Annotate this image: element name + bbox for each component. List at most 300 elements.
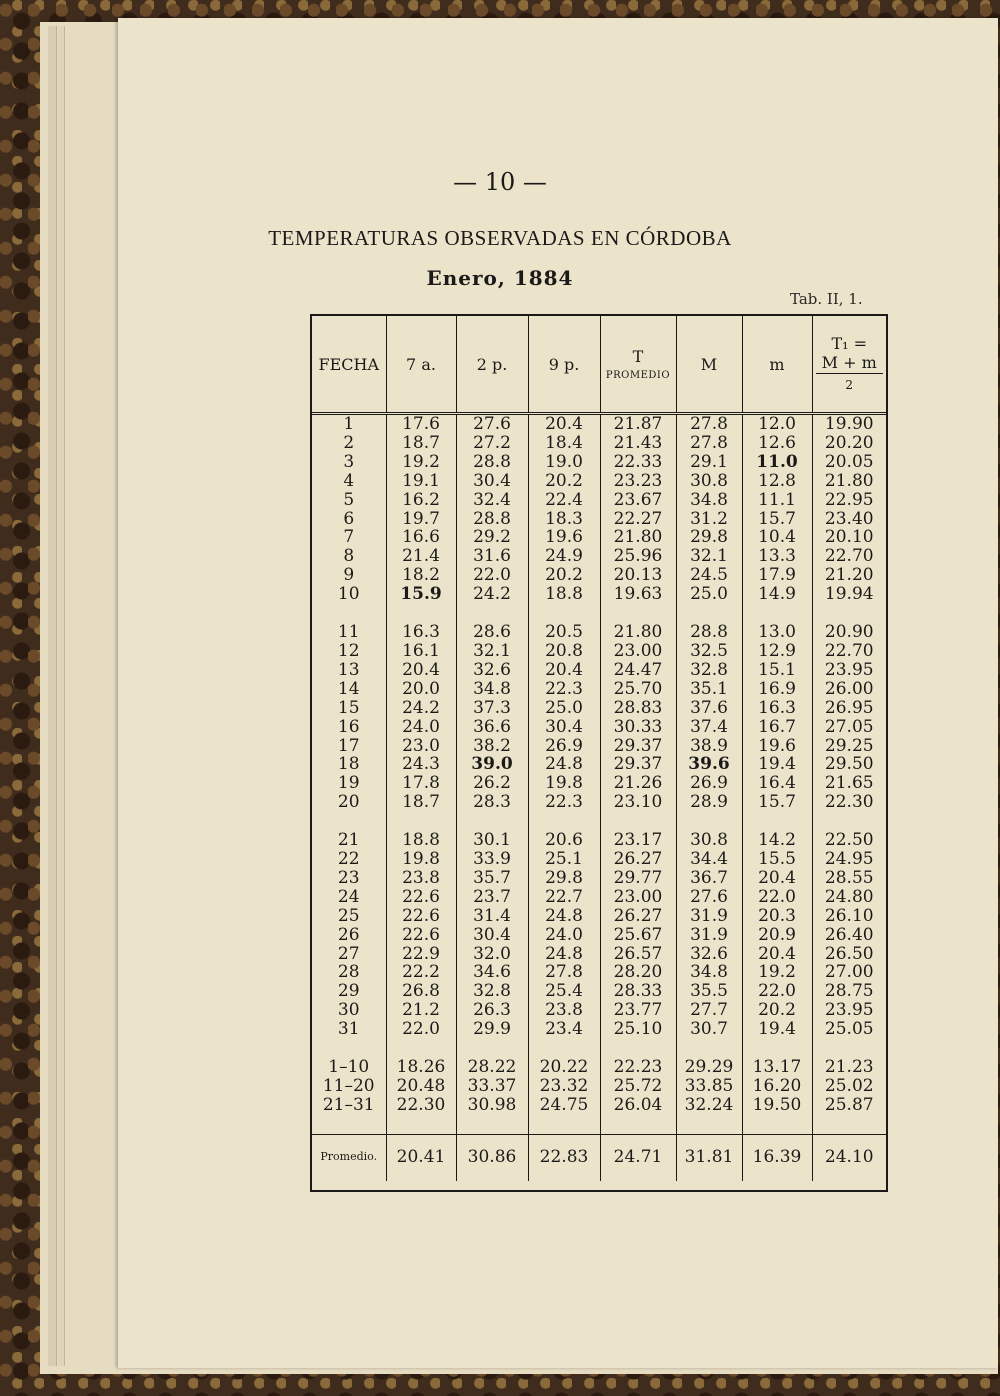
cell-max: 29.29	[676, 1058, 742, 1077]
cell-min: 12.9	[742, 642, 812, 661]
promedio-max: 31.81	[676, 1134, 742, 1181]
cell-min: 13.0	[742, 623, 812, 642]
cell-max: 27.8	[676, 414, 742, 434]
cell-t1: 28.55	[812, 869, 886, 888]
header-t1: T₁ =	[831, 334, 868, 353]
spacer-row	[312, 604, 886, 623]
cell-t-promedio: 30.33	[600, 718, 676, 737]
cell-9p: 23.32	[528, 1077, 600, 1096]
cell-t-promedio: 29.37	[600, 737, 676, 756]
cell-min: 19.4	[742, 755, 812, 774]
cell-9p: 27.8	[528, 963, 600, 982]
spacer-cell	[812, 812, 886, 831]
cell-min: 11.0	[742, 453, 812, 472]
table-row	[312, 737, 886, 756]
cell-9p: 20.4	[528, 414, 600, 434]
cell-2p: 39.0	[456, 755, 528, 774]
cell-max: 29.8	[676, 528, 742, 547]
table-row	[312, 755, 886, 774]
cell-2p: 26.2	[456, 774, 528, 793]
cell-7a: 18.26	[386, 1058, 456, 1077]
header-max: M	[676, 316, 742, 414]
cell-t-promedio: 22.27	[600, 510, 676, 529]
spacer-cell	[742, 604, 812, 623]
cell-max: 25.0	[676, 585, 742, 604]
spacer-cell	[600, 1039, 676, 1058]
cell-max: 29.1	[676, 453, 742, 472]
promedio-min: 16.39	[742, 1134, 812, 1181]
spacer-cell	[676, 604, 742, 623]
cell-fecha: 19	[337, 773, 360, 794]
spacer-cell	[812, 1039, 886, 1058]
cell-fecha: 18	[337, 754, 360, 775]
cell-9p: 24.75	[528, 1096, 600, 1115]
cell-7a: 17.8	[386, 774, 456, 793]
cell-2p: 28.8	[456, 510, 528, 529]
cell-max: 34.4	[676, 850, 742, 869]
cell-t1: 20.05	[812, 453, 886, 472]
cell-7a: 22.2	[386, 963, 456, 982]
cell-9p: 18.8	[528, 585, 600, 604]
spacer-row	[312, 1039, 886, 1058]
cell-min: 12.8	[742, 472, 812, 491]
table-row	[312, 414, 886, 434]
cell-2p: 33.9	[456, 850, 528, 869]
cell-t1: 22.50	[812, 831, 886, 850]
cell-7a: 19.1	[386, 472, 456, 491]
table-row	[312, 699, 886, 718]
cell-max: 27.7	[676, 1001, 742, 1020]
cell-9p: 20.8	[528, 642, 600, 661]
table-row	[312, 453, 886, 472]
table-row	[312, 661, 886, 680]
cell-min: 19.50	[742, 1096, 812, 1115]
cell-2p: 31.4	[456, 907, 528, 926]
cell-t1: 21.65	[812, 774, 886, 793]
cell-fecha: 8	[343, 546, 355, 567]
cell-fecha: 27	[337, 943, 360, 964]
formula-fraction	[816, 353, 883, 394]
cell-t1: 21.80	[812, 472, 886, 491]
cell-9p: 20.4	[528, 661, 600, 680]
cell-2p: 32.8	[456, 982, 528, 1001]
cell-t1: 21.20	[812, 566, 886, 585]
table-row	[312, 907, 886, 926]
table-row	[312, 585, 886, 604]
spacer-cell	[386, 604, 456, 623]
spacer-cell	[456, 604, 528, 623]
cell-9p: 22.7	[528, 888, 600, 907]
spacer-cell	[386, 1115, 456, 1135]
cell-max: 32.5	[676, 642, 742, 661]
cell-2p: 32.1	[456, 642, 528, 661]
cell-t1: 27.05	[812, 718, 886, 737]
table-row	[312, 926, 886, 945]
cell-t1: 27.00	[812, 963, 886, 982]
cell-7a: 16.1	[386, 642, 456, 661]
cell-max: 39.6	[676, 755, 742, 774]
cell-max: 37.6	[676, 699, 742, 718]
cell-min: 22.0	[742, 982, 812, 1001]
spacer-cell	[812, 604, 886, 623]
spacer-cell	[386, 1039, 456, 1058]
promedio-2p: 30.86	[456, 1134, 528, 1181]
cell-t-promedio: 26.27	[600, 850, 676, 869]
promedio-9p: 22.83	[528, 1134, 600, 1181]
cell-max: 33.85	[676, 1077, 742, 1096]
table-row	[312, 566, 886, 585]
cell-max: 32.6	[676, 945, 742, 964]
spacer-cell	[742, 1115, 812, 1135]
cell-7a: 18.7	[386, 793, 456, 812]
cell-fecha: 1	[343, 414, 355, 434]
cell-2p: 32.4	[456, 491, 528, 510]
temperature-table	[312, 316, 886, 1181]
cell-max: 31.9	[676, 907, 742, 926]
header-t1-formula	[812, 316, 886, 414]
cell-2p: 33.37	[456, 1077, 528, 1096]
temperature-table-frame	[310, 314, 888, 1192]
cell-9p: 20.2	[528, 472, 600, 491]
cell-7a: 16.2	[386, 491, 456, 510]
table-row	[312, 623, 886, 642]
cell-max: 32.1	[676, 547, 742, 566]
cell-fecha: 25	[337, 905, 360, 926]
table-body	[312, 414, 886, 1181]
cell-2p: 36.6	[456, 718, 528, 737]
cell-max: 38.9	[676, 737, 742, 756]
promedio-t-promedio: 24.71	[600, 1134, 676, 1181]
cell-min: 20.4	[742, 945, 812, 964]
cell-min: 20.9	[742, 926, 812, 945]
cell-2p: 38.2	[456, 737, 528, 756]
spacer-cell	[312, 1115, 386, 1135]
cell-t-promedio: 22.33	[600, 453, 676, 472]
spacer-cell	[676, 812, 742, 831]
cell-7a: 20.4	[386, 661, 456, 680]
cell-7a: 19.8	[386, 850, 456, 869]
cell-min: 19.2	[742, 963, 812, 982]
cell-min: 15.1	[742, 661, 812, 680]
cell-max: 27.8	[676, 434, 742, 453]
cell-t-promedio: 25.70	[600, 680, 676, 699]
spacer-cell	[600, 812, 676, 831]
cell-2p: 30.4	[456, 926, 528, 945]
cell-max: 30.8	[676, 831, 742, 850]
cell-max: 28.9	[676, 793, 742, 812]
cell-t-promedio: 23.67	[600, 491, 676, 510]
cell-fecha: 4	[343, 470, 355, 491]
table-row	[312, 888, 886, 907]
table-row	[312, 793, 886, 812]
cell-t-promedio: 23.00	[600, 642, 676, 661]
cell-t1: 21.23	[812, 1058, 886, 1077]
table-row	[312, 963, 886, 982]
cell-2p: 28.22	[456, 1058, 528, 1077]
cell-t1: 23.40	[812, 510, 886, 529]
cell-9p: 19.6	[528, 528, 600, 547]
cell-max: 31.9	[676, 926, 742, 945]
cell-7a: 22.30	[386, 1096, 456, 1115]
promedio-row	[312, 1134, 886, 1181]
cell-fecha: 21	[337, 830, 360, 851]
spacer-cell	[676, 1115, 742, 1135]
spacer-cell	[528, 1115, 600, 1135]
cell-min: 14.2	[742, 831, 812, 850]
header-min: m	[742, 316, 812, 414]
cell-9p: 18.3	[528, 510, 600, 529]
cell-t-promedio: 26.27	[600, 907, 676, 926]
cell-min: 10.4	[742, 528, 812, 547]
cell-t1: 25.87	[812, 1096, 886, 1115]
cell-min: 12.0	[742, 414, 812, 434]
table-row	[312, 680, 886, 699]
table-row	[312, 434, 886, 453]
cell-max: 30.8	[676, 472, 742, 491]
cell-2p: 34.8	[456, 680, 528, 699]
cell-fecha: 7	[343, 527, 355, 548]
spacer-row	[312, 812, 886, 831]
cell-2p: 32.0	[456, 945, 528, 964]
cell-7a: 16.6	[386, 528, 456, 547]
cell-2p: 23.7	[456, 888, 528, 907]
spacer-cell	[386, 812, 456, 831]
cell-t-promedio: 20.13	[600, 566, 676, 585]
cell-7a: 21.4	[386, 547, 456, 566]
cell-fecha: 24	[337, 886, 360, 907]
cell-fecha: 30	[337, 1000, 360, 1021]
cell-7a: 18.2	[386, 566, 456, 585]
cell-max: 30.7	[676, 1020, 742, 1039]
cell-2p: 22.0	[456, 566, 528, 585]
cell-7a: 20.48	[386, 1077, 456, 1096]
cell-fecha: 31	[337, 1019, 360, 1040]
cell-9p: 20.2	[528, 566, 600, 585]
cell-max: 34.8	[676, 963, 742, 982]
cell-fecha: 29	[337, 981, 360, 1002]
spacer-cell	[676, 1039, 742, 1058]
cell-fecha: 11	[337, 622, 360, 643]
cell-7a: 26.8	[386, 982, 456, 1001]
cell-9p: 24.8	[528, 945, 600, 964]
cell-t-promedio: 26.57	[600, 945, 676, 964]
cell-fecha: 22	[337, 849, 360, 870]
header-row	[312, 316, 886, 414]
table-row	[312, 1058, 886, 1077]
cell-min: 17.9	[742, 566, 812, 585]
cell-7a: 22.6	[386, 888, 456, 907]
table-row	[312, 945, 886, 964]
cell-max: 34.8	[676, 491, 742, 510]
cell-min: 14.9	[742, 585, 812, 604]
cell-t-promedio: 21.80	[600, 623, 676, 642]
cell-max: 35.1	[676, 680, 742, 699]
cell-t1: 25.05	[812, 1020, 886, 1039]
cell-2p: 31.6	[456, 547, 528, 566]
table-row	[312, 1096, 886, 1115]
cell-9p: 24.9	[528, 547, 600, 566]
cell-t1: 25.02	[812, 1077, 886, 1096]
cell-2p: 24.2	[456, 585, 528, 604]
header-7a: 7 a.	[386, 316, 456, 414]
cell-2p: 30.1	[456, 831, 528, 850]
cell-7a: 19.2	[386, 453, 456, 472]
cell-2p: 30.98	[456, 1096, 528, 1115]
page-number: — 10 —	[453, 168, 547, 196]
spacer-cell	[456, 1039, 528, 1058]
cell-t1: 22.70	[812, 547, 886, 566]
cell-fecha: 10	[337, 584, 360, 605]
cell-2p: 29.2	[456, 528, 528, 547]
table-row	[312, 869, 886, 888]
spacer-cell	[600, 1115, 676, 1135]
cell-fecha: 21–31	[322, 1094, 375, 1115]
cell-max: 26.9	[676, 774, 742, 793]
cell-t1: 26.10	[812, 907, 886, 926]
cell-2p: 26.3	[456, 1001, 528, 1020]
cell-9p: 29.8	[528, 869, 600, 888]
cell-t1: 19.90	[812, 414, 886, 434]
cell-max: 28.8	[676, 623, 742, 642]
cell-t-promedio: 28.83	[600, 699, 676, 718]
cell-7a: 17.6	[386, 414, 456, 434]
cell-fecha: 1–10	[328, 1057, 370, 1078]
cell-7a: 22.9	[386, 945, 456, 964]
cell-9p: 22.4	[528, 491, 600, 510]
cell-t1: 20.20	[812, 434, 886, 453]
header-fecha: FECHA	[312, 316, 386, 414]
cell-7a: 23.8	[386, 869, 456, 888]
cell-min: 16.3	[742, 699, 812, 718]
promedio-t1: 24.10	[812, 1134, 886, 1181]
header-2p: 2 p.	[456, 316, 528, 414]
header-promedio: PROMEDIO	[605, 370, 671, 381]
cell-t-promedio: 23.23	[600, 472, 676, 491]
cell-min: 22.0	[742, 888, 812, 907]
cell-fecha: 3	[343, 451, 355, 472]
table-row	[312, 472, 886, 491]
spacer-cell	[742, 1039, 812, 1058]
cell-9p: 25.0	[528, 699, 600, 718]
cell-9p: 24.8	[528, 755, 600, 774]
cell-t-promedio: 28.20	[600, 963, 676, 982]
cell-7a: 18.7	[386, 434, 456, 453]
table-row	[312, 718, 886, 737]
formula-numerator: M + m	[816, 353, 883, 374]
table-row	[312, 850, 886, 869]
cell-min: 13.17	[742, 1058, 812, 1077]
cell-2p: 27.2	[456, 434, 528, 453]
cell-7a: 16.3	[386, 623, 456, 642]
spacer-cell	[742, 812, 812, 831]
cell-t1: 26.40	[812, 926, 886, 945]
cell-min: 19.4	[742, 1020, 812, 1039]
cell-max: 31.2	[676, 510, 742, 529]
table-reference: Tab. II, 1.	[790, 290, 863, 308]
cell-fecha: 13	[337, 659, 360, 680]
cell-9p: 23.4	[528, 1020, 600, 1039]
cell-fecha: 23	[337, 867, 360, 888]
cell-t1: 24.95	[812, 850, 886, 869]
cell-min: 12.6	[742, 434, 812, 453]
cell-min: 16.9	[742, 680, 812, 699]
spacer-row	[312, 1115, 886, 1135]
table-row	[312, 547, 886, 566]
table-row	[312, 528, 886, 547]
cell-fecha: 5	[343, 489, 355, 510]
cell-2p: 28.8	[456, 453, 528, 472]
cell-7a: 24.2	[386, 699, 456, 718]
cell-max: 32.8	[676, 661, 742, 680]
cell-t1: 22.70	[812, 642, 886, 661]
spacer-cell	[312, 604, 386, 623]
table-row	[312, 510, 886, 529]
spacer-cell	[528, 1039, 600, 1058]
cell-max: 36.7	[676, 869, 742, 888]
cell-2p: 30.4	[456, 472, 528, 491]
table-row	[312, 1001, 886, 1020]
cell-t-promedio: 24.47	[600, 661, 676, 680]
cell-2p: 28.6	[456, 623, 528, 642]
cell-max: 32.24	[676, 1096, 742, 1115]
cell-t-promedio: 29.77	[600, 869, 676, 888]
cell-fecha: 11–20	[322, 1076, 375, 1096]
cell-t-promedio: 21.87	[600, 414, 676, 434]
cell-fecha: 12	[337, 640, 360, 661]
cell-t1: 28.75	[812, 982, 886, 1001]
cell-t1: 29.50	[812, 755, 886, 774]
cell-2p: 29.9	[456, 1020, 528, 1039]
cell-7a: 22.6	[386, 907, 456, 926]
cell-fecha: 6	[343, 508, 355, 529]
cell-min: 20.2	[742, 1001, 812, 1020]
cell-t1: 19.94	[812, 585, 886, 604]
cell-min: 15.5	[742, 850, 812, 869]
cell-9p: 22.3	[528, 793, 600, 812]
cell-2p: 34.6	[456, 963, 528, 982]
cell-9p: 23.8	[528, 1001, 600, 1020]
cell-fecha: 9	[343, 565, 355, 586]
cell-t-promedio: 23.00	[600, 888, 676, 907]
spacer-cell	[312, 1039, 386, 1058]
table-subtitle: Enero, 1884	[426, 266, 574, 290]
cell-max: 35.5	[676, 982, 742, 1001]
cell-7a: 19.7	[386, 510, 456, 529]
cell-t1: 26.95	[812, 699, 886, 718]
cell-t1: 29.25	[812, 737, 886, 756]
cell-min: 16.20	[742, 1077, 812, 1096]
table-row	[312, 774, 886, 793]
table-row	[312, 642, 886, 661]
cell-9p: 20.6	[528, 831, 600, 850]
cell-t-promedio: 23.77	[600, 1001, 676, 1020]
cell-t-promedio: 23.10	[600, 793, 676, 812]
spacer-cell	[812, 1115, 886, 1135]
cell-t-promedio: 26.04	[600, 1096, 676, 1115]
cell-t1: 24.80	[812, 888, 886, 907]
cell-7a: 20.0	[386, 680, 456, 699]
cell-7a: 24.0	[386, 718, 456, 737]
cell-7a: 18.8	[386, 831, 456, 850]
cell-2p: 28.3	[456, 793, 528, 812]
cell-9p: 19.0	[528, 453, 600, 472]
cell-9p: 25.1	[528, 850, 600, 869]
cell-t1: 26.50	[812, 945, 886, 964]
cell-min: 20.3	[742, 907, 812, 926]
cell-9p: 22.3	[528, 680, 600, 699]
cell-min: 15.7	[742, 510, 812, 529]
spacer-cell	[600, 604, 676, 623]
